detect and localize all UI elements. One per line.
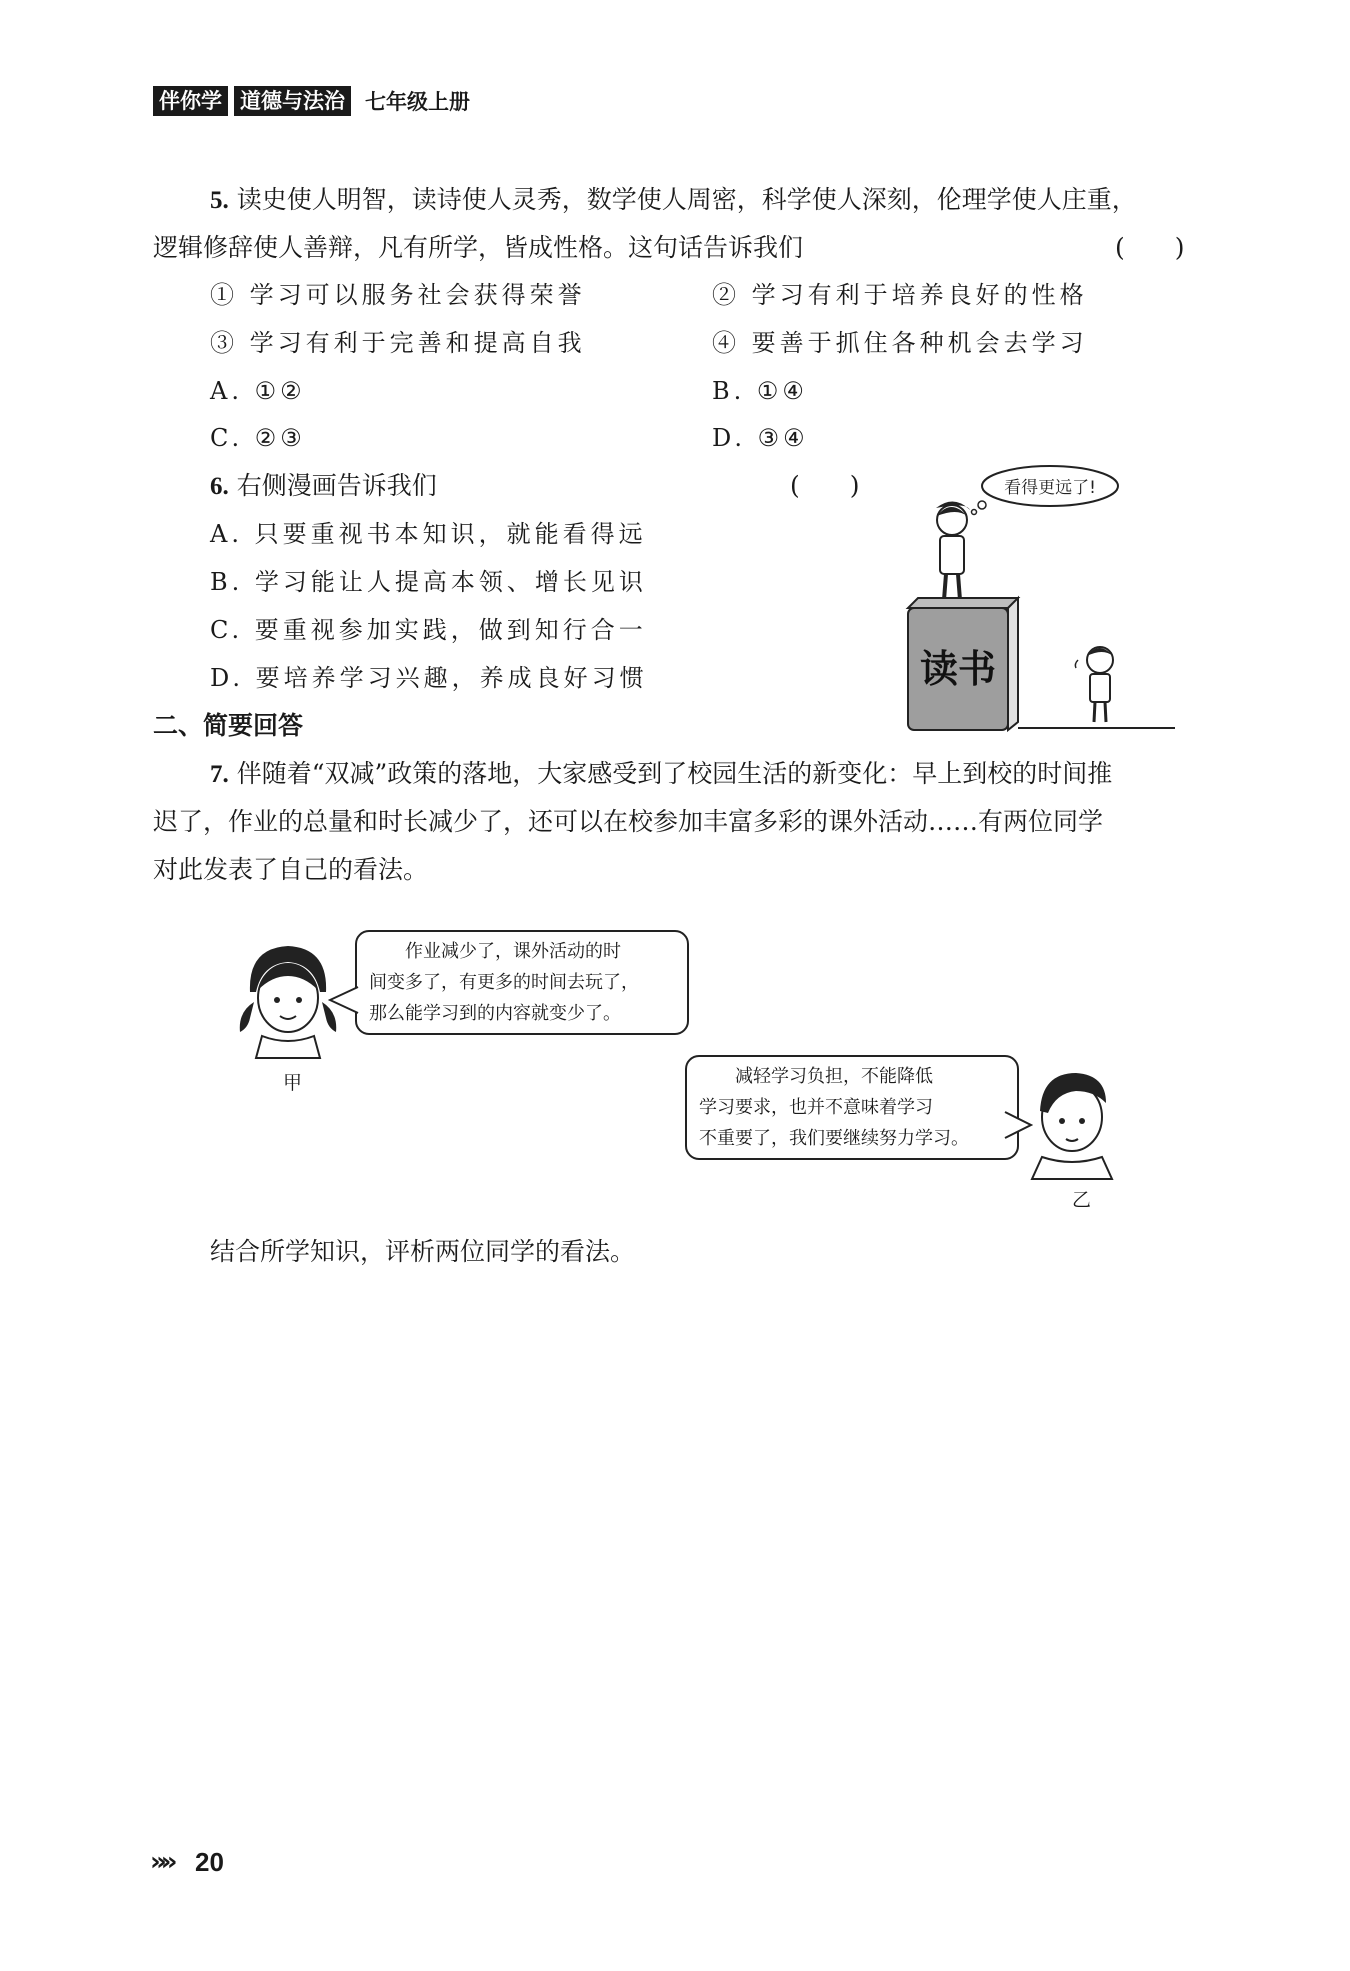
q6-option-d[interactable]: D. 要培养学习兴趣，养成良好习惯 [210, 664, 648, 692]
q7-task: 结合所学知识，评析两位同学的看法。 [210, 1237, 636, 1266]
q6-answer-paren[interactable]: ( ) [790, 471, 860, 500]
q7-line3: 对此发表了自己的看法。 [153, 855, 429, 884]
q6-option-a[interactable]: A. 只要重视书本知识，就能看得远 [210, 520, 647, 548]
small-boy [1075, 647, 1113, 722]
boy-yi-portrait [1020, 1065, 1130, 1180]
q5-option-d[interactable]: D. ③④ [712, 424, 809, 452]
jia-bubble-tail [328, 985, 360, 1015]
q7-line1 [210, 757, 1112, 792]
book-label: 读书 [919, 647, 997, 691]
girl-jia-label: 甲 [283, 1072, 303, 1094]
grade-label: 七年级上册 [365, 89, 470, 114]
q5-statement-1: ① 学习可以服务社会获得荣誉 [210, 281, 586, 309]
book [908, 598, 1018, 730]
thought-bubble-text: 看得更远了! [1004, 478, 1096, 498]
q6-stem-line [210, 469, 437, 504]
yi-speech-line-3: 不重要了，我们要继续努力学习。 [699, 1128, 969, 1149]
jia-speech-line-2: 间变多了，有更多的时间去玩了， [369, 972, 639, 993]
reading-cartoon [900, 460, 1190, 740]
page-arrows-icon: »» [150, 1847, 172, 1877]
yi-speech-line-1: 减轻学习负担，不能降低 [735, 1066, 933, 1087]
q5-statement-2: ② 学习有利于培养良好的性格 [712, 281, 1088, 309]
subject-tag: 道德与法治 [234, 86, 351, 116]
page-number: 20 [195, 1847, 224, 1877]
boy-on-book [936, 501, 970, 600]
q7-number: 7. [210, 761, 229, 788]
series-tag: 伴你学 [153, 86, 228, 116]
q5-text1: 读史使人明智，读诗使人灵秀，数学使人周密，科学使人深刻，伦理学使人庄重， [236, 185, 1137, 214]
girl-jia-portrait [232, 940, 342, 1060]
q5-number: 5. [210, 187, 229, 214]
q5-line2: 逻辑修辞使人善辩，凡有所学，皆成性格。这句话告诉我们 [153, 233, 804, 262]
q5-option-b[interactable]: B. ①④ [712, 377, 808, 405]
q6-option-b[interactable]: B. 学习能让人提高本领、增长见识 [210, 568, 647, 596]
q6-number: 6. [210, 473, 229, 500]
q6-option-c[interactable]: C. 要重视参加实践，做到知行合一 [210, 616, 647, 644]
q5-line1 [210, 183, 1137, 218]
q5-option-c[interactable]: C. ②③ [210, 424, 306, 452]
yi-speech-bubble [685, 1055, 1019, 1160]
q7-text1: 伴随着“双减”政策的落地，大家感受到了校园生活的新变化：早上到校的时间推 [236, 759, 1113, 788]
q5-option-a[interactable]: A. ①② [210, 377, 306, 405]
q5-statement-4: ④ 要善于抓住各种机会去学习 [712, 329, 1088, 357]
section-title: 二、简要回答 [153, 711, 304, 740]
q5-answer-paren[interactable]: ( ) [1115, 233, 1185, 262]
jia-speech-line-1: 作业减少了，课外活动的时 [405, 941, 621, 962]
q5-statement-3: ③ 学习有利于完善和提高自我 [210, 329, 586, 357]
jia-speech-line-3: 那么能学习到的内容就变少了。 [369, 1003, 621, 1024]
yi-speech-line-2: 学习要求，也并不意味着学习 [699, 1097, 933, 1118]
q7-line2: 迟了，作业的总量和时长减少了，还可以在校参加丰富多彩的课外活动……有两位同学 [153, 807, 1104, 836]
page-header [153, 86, 470, 116]
jia-speech-bubble [355, 930, 689, 1035]
q6-stem: 右侧漫画告诉我们 [236, 471, 437, 500]
boy-yi-label: 乙 [1072, 1189, 1092, 1211]
